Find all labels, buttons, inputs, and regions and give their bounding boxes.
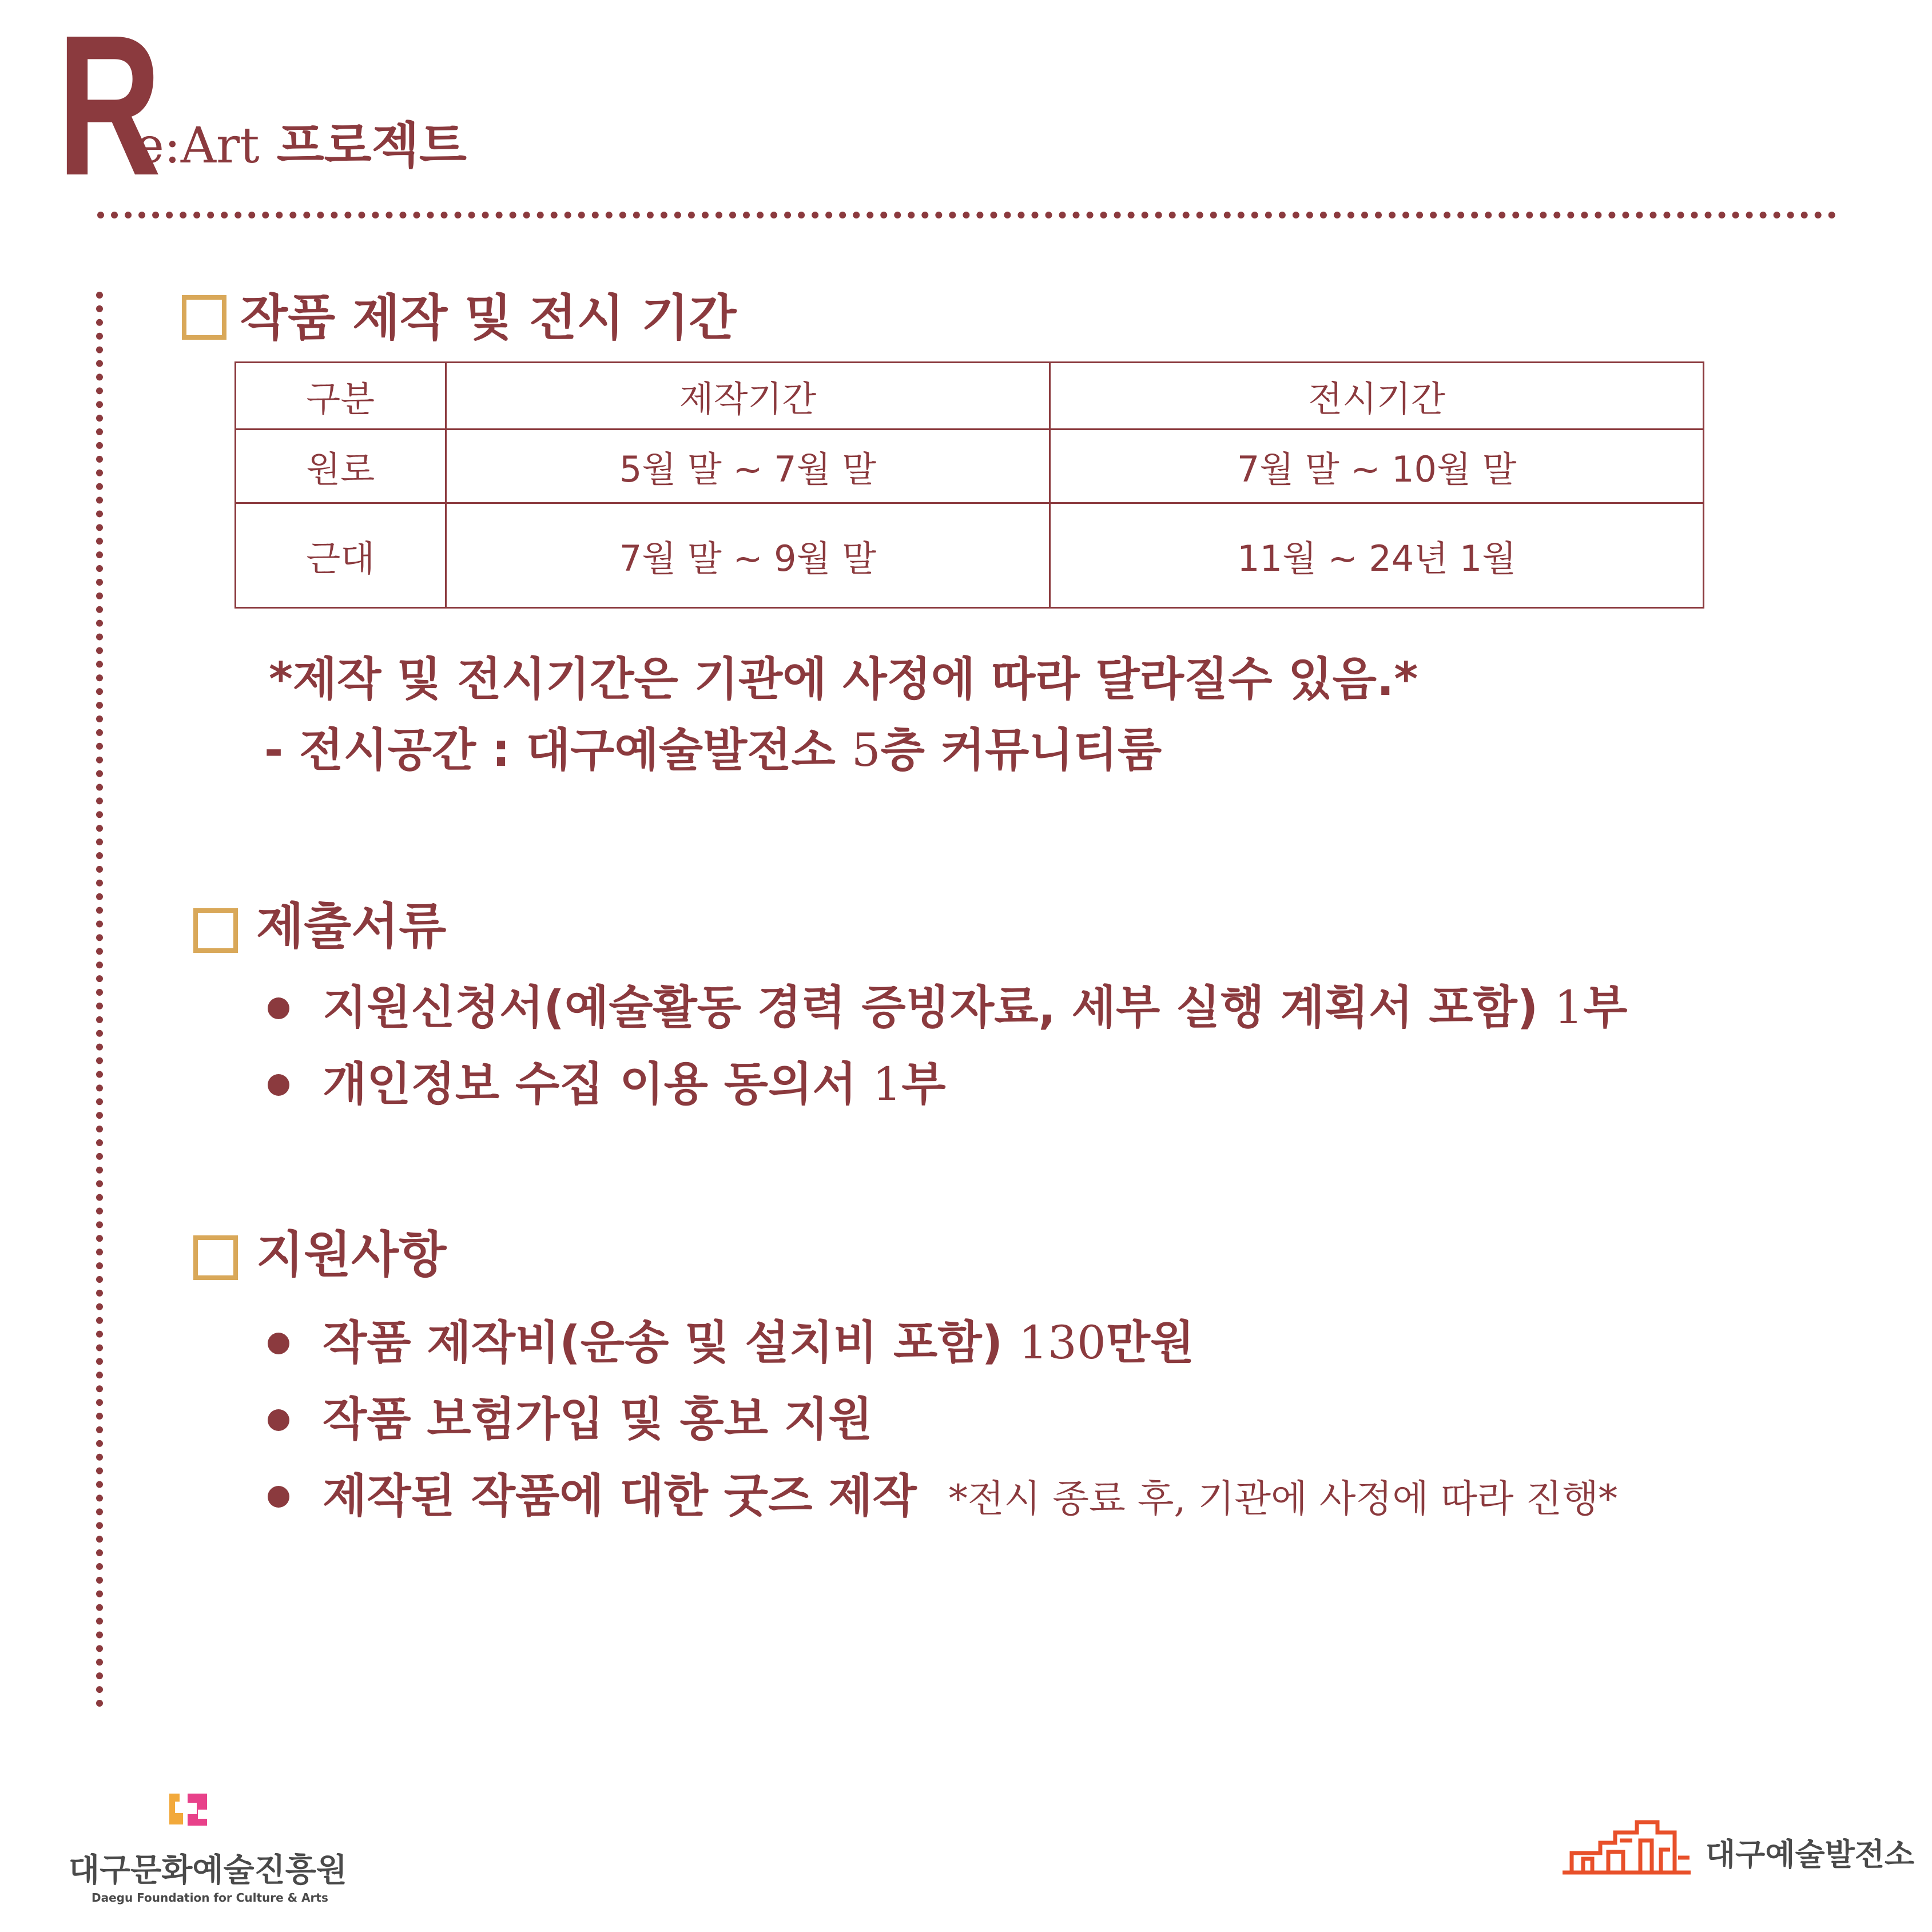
left-dotted-rule: [96, 292, 103, 1707]
support-item-note: *전시 종료 후, 기관에 사정에 따라 진행*: [948, 1477, 1617, 1521]
venue-floor-number: 5: [851, 723, 881, 777]
support-item-text: 제작된 작품에 대한 굿즈 제작: [323, 1469, 917, 1522]
bullet-dot-icon: [268, 1074, 289, 1096]
venue-prefix: - 전시공간 : 대구예술발전소: [264, 723, 836, 777]
dfca-logo-name: 대구문화예술진흥원: [69, 1852, 347, 1889]
section-heading-documents: 제출서류: [256, 898, 447, 955]
bullet-dot-icon: [268, 1486, 289, 1508]
table-cell: 5월 말 ~ 7월 말: [446, 430, 1050, 503]
table-cell: 11월 ~ 24년 1월: [1050, 503, 1704, 608]
table-cell: 7월 말 ~ 9월 말: [446, 503, 1050, 608]
section-checkbox-icon: [193, 908, 238, 953]
bullet-dot-icon: [268, 1333, 289, 1354]
support-item-text: 작품 보험가입 및 홍보 지원: [323, 1393, 873, 1446]
page-title: [135, 114, 467, 177]
title-korean: 프로젝트: [276, 117, 467, 174]
document-item-count: 1: [1554, 981, 1584, 1034]
support-item-text: 작품 제작비(운송 및 설치비 포함): [323, 1316, 1003, 1369]
table-header-cell: 전시기간: [1050, 363, 1704, 430]
section-heading-support: 지원사항: [256, 1226, 447, 1283]
document-item-count: 1: [872, 1058, 902, 1111]
document-item-unit: 부: [901, 1058, 946, 1111]
table-cell: 근대: [236, 503, 446, 608]
table-header-cell: 제작기간: [446, 363, 1050, 430]
table-header-row: [236, 363, 1704, 430]
table-cell: 7월 말 ~ 10월 말: [1050, 430, 1704, 503]
venue-line: [264, 722, 1162, 779]
document-item-text: 개인정보 수집 이용 동의서: [323, 1058, 857, 1111]
dfca-logo-icon: [166, 1790, 210, 1829]
table-header-cell: 구분: [236, 363, 446, 430]
support-item-amount: 130: [1019, 1316, 1106, 1369]
table-cell: 원로: [236, 430, 446, 503]
table-row: [236, 503, 1704, 608]
bullet-dot-icon: [268, 997, 289, 1019]
period-note: *제작 및 전시기간은 기관에 사정에 따라 달라질수 있음.*: [269, 653, 1418, 706]
section-heading-period: 작품 제작 및 전시 기간: [240, 289, 737, 347]
dap-building-logo-icon: [1560, 1818, 1693, 1877]
section-checkbox-icon: [182, 295, 226, 340]
dap-logo-name: 대구예술발전소: [1706, 1836, 1915, 1873]
title-initial-r: R: [57, 0, 161, 217]
bullet-dot-icon: [268, 1409, 289, 1431]
venue-suffix: 층 커뮤니티룸: [880, 723, 1162, 777]
section-checkbox-icon: [193, 1235, 238, 1280]
dfca-logo-subtitle: Daegu Foundation for Culture & Arts: [92, 1891, 328, 1905]
table-row: [236, 430, 1704, 503]
title-latin: e:Art: [135, 117, 260, 174]
document-item-unit: 부: [1583, 981, 1628, 1034]
header-divider: [97, 212, 1836, 218]
document-item-text: 지원신청서(예술활동 경력 증빙자료, 세부 실행 계획서 포함): [323, 981, 1539, 1034]
support-item-unit: 만원: [1106, 1316, 1195, 1369]
schedule-table: [234, 361, 1704, 609]
